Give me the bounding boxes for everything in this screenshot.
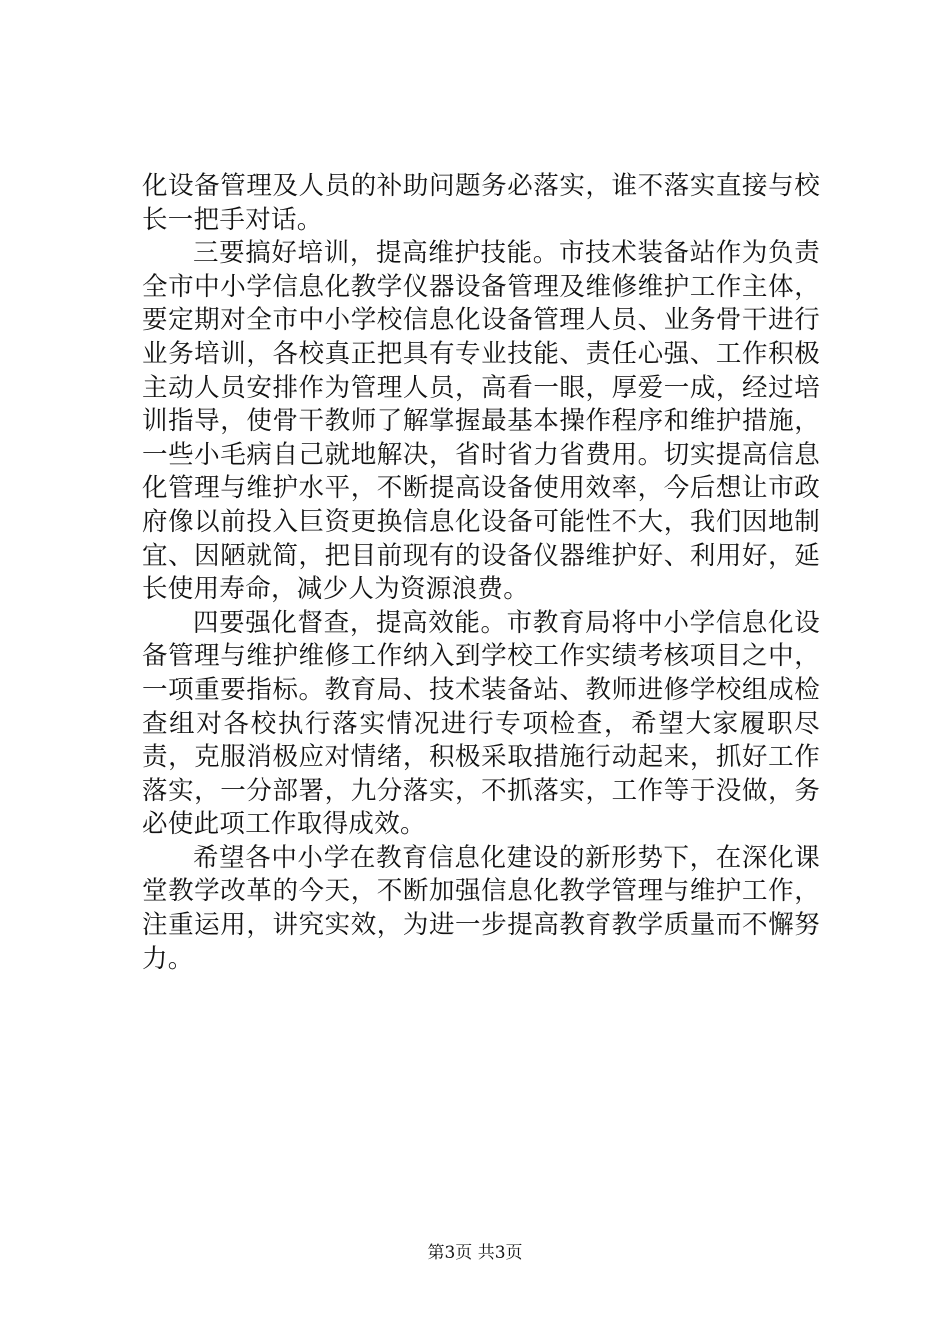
page-number-footer: 第3页 共3页 [427, 1243, 523, 1263]
document-body [142, 170, 820, 976]
paragraph-4: 希望各中小学在教育信息化建设的新形势下，在深化课堂教学改革的今天，不断加强信息化教学管理与维护工作，注重运用，讲究实效，为进一步提高教育教学质量而不懈努力。 [142, 842, 820, 974]
paragraph-1: 化设备管理及人员的补助问题务必落实，谁不落实直接与校长一把手对话。 [142, 171, 820, 235]
paragraph-2: 三要搞好培训，提高维护技能。市技术装备站作为负责全市中小学信息化教学仪器设备管理及维修维护工作主体，要定期对全市中小学校信息化设备管理人员、业务骨干进行业务培训，各校真正把具有专业技能、责任心强、工作积极主动人员安排作为管理人员，高看一眼，厚爱一成，经过培训指导，使骨干教师了解掌握最基本操作程序和维护措施，一些小毛病自己就地解决，省时省力省费用。切实提高信息化管理与维护水平，不断提高设备使用效率，今后想让市政府像以前投入巨资更换信息化设备可能性不大，我们因地制宜、因陋就简，把目前现有的设备仪器维护好、利用好，延长使用寿命，减少人为资源浪费。 [142, 238, 820, 605]
paragraph-3: 四要强化督查，提高效能。市教育局将中小学信息化设备管理与维护维修工作纳入到学校工作实绩考核项目之中，一项重要指标。教育局、技术装备站、教师进修学校组成检查组对各校执行落实情况进行专项检查，希望大家履职尽责，克服消极应对情绪，积极采取措施行动起来，抓好工作落实，一分部署，九分落实，不抓落实，工作等于没做，务必使此项工作取得成效。 [142, 607, 820, 840]
